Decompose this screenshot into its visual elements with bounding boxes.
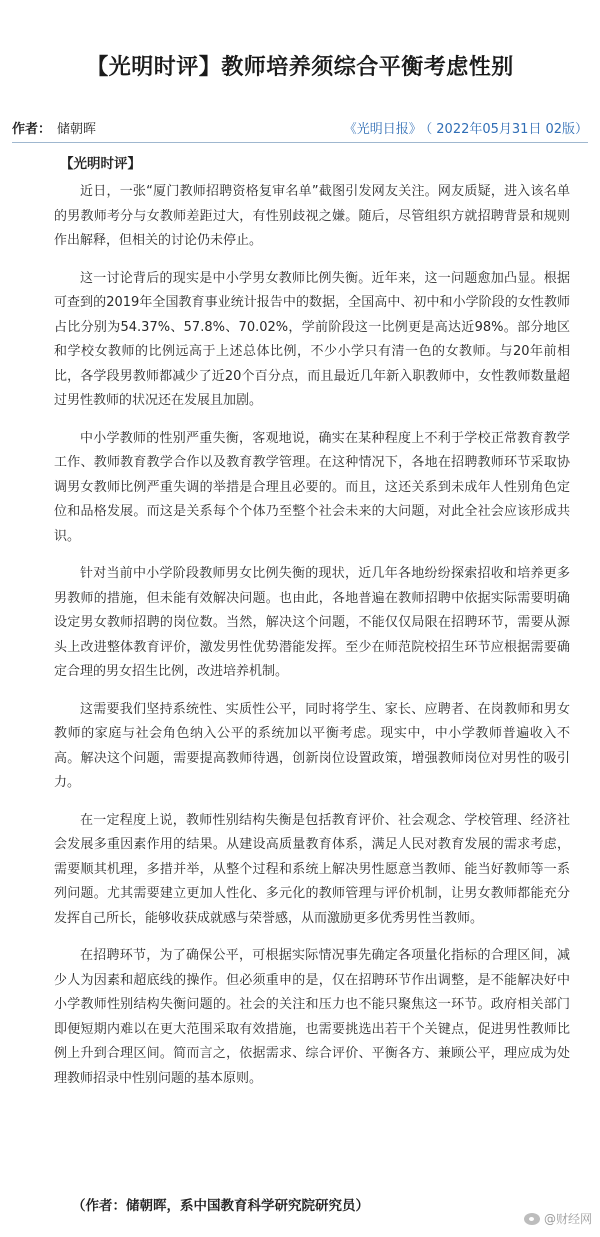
paragraph: 这一讨论背后的现实是中小学男女教师比例失衡。近年来，这一问题愈加凸显。根据可查到的2019年全国教育事业统计报告中的数据，全国高中、初中和小学阶段的女性教师占比分别为54.37%、57.8%、70.02%，学前阶段这一比例更是高达近98%。部分地区和学校女教师的比例远高于上述总体比例，不少小学只有清一色的女教师。与20年前相比，各学段男教师都减少了近20个百分点，而且最近几年新入职教师中，女性教师数量超过男性教师的状况还在发展且加剧。 <box>54 270 570 408</box>
author-label: 作者： <box>12 122 52 137</box>
source-date: 2022年05月31日 <box>436 122 542 137</box>
paragraph: 在招聘环节，为了确保公平，可根据实际情况事先确定各项量化指标的合理区间，减少人为因素和超底线的操作。但必须重申的是，仅在招聘环节作出调整，是不能解决好中小学教师性别结构失衡问题的。社会的关注和压力也不能只聚焦这一环节。政府相关部门即便短期内难以在更大范围采取有效措施，也需要挑选出若干个关键点，促进男性教师比例上升到合理区间。简而言之，依据需求、综合评价、平衡各方、兼顾公平，理应成为处理教师招录中性别问题的基本原则。 <box>54 948 570 1086</box>
article-meta <box>12 112 588 143</box>
source-open: （ <box>425 122 433 137</box>
paragraph: 中小学教师的性别严重失衡，客观地说，确实在某种程度上不利于学校正常教育教学工作、教师教育教学合作以及教育教学管理。在这种情况下，各地在招聘教师环节采取协调男女教师比例严重失调的举措是合理且必要的。而且，这还关系到未成年人性别角色定位和品格发展。而这是关系每个个体乃至整个社会未来的大问题，对此全社会应该形成共识。 <box>54 430 570 544</box>
source-page: 02版） <box>545 122 588 137</box>
article-body <box>54 180 570 1104</box>
paragraph: 在一定程度上说，教师性别结构失衡是包括教育评价、社会观念、学校管理、经济社会发展多重因素作用的结果。从建设高质量教育体系，满足人民对教育发展的需求考虑，需要顺其机理，多措并举，从整个过程和系统上解决男性愿意当教师、能当好教师等一系列问题。尤其需要建立更加人性化、多元化的教师管理与评价机制，让男女教师都能充分发挥自己所长，能够收获成就感与荣誉感，从而激励更多优秀男性当教师。 <box>54 812 570 926</box>
source-line[interactable] <box>340 118 588 137</box>
paragraph: 这需要我们坚持系统性、实质性公平，同时将学生、家长、应聘者、在岗教师和男女教师的家庭与社会角色纳入公平的系统加以平衡考虑。现实中，中小学教师普遍收入不高。解决这个问题，需要提高教师待遇，创新岗位设置政策，增强教师岗位对男性的吸引力。 <box>54 701 570 790</box>
author-line <box>12 118 96 137</box>
source-paper[interactable]: 《光明日报》 <box>343 122 422 137</box>
weibo-icon <box>524 1213 540 1225</box>
column-tag: 【光明时评】 <box>60 156 141 172</box>
paragraph: 针对当前中小学阶段教师男女比例失衡的现状，近几年各地纷纷探索招收和培养更多男教师的措施，但未能有效解决问题。也由此，各地普遍在教师招聘中依据实际需要明确设定男女教师招聘的岗位数。当然，解决这个问题，不能仅仅局限在招聘环节，需要从源头上改进整体教育评价，激发男性优势潜能发挥。至少在师范院校招生环节应根据需要确定合理的男女招生比例，改进培养机制。 <box>54 566 570 679</box>
watermark-text: @财经网 <box>543 1212 592 1226</box>
page-title: 【光明时评】教师培养须综合平衡考虑性别 <box>86 55 514 80</box>
author-signature: （作者：储朝晖，系中国教育科学研究院研究员） <box>72 1198 369 1214</box>
watermark <box>524 1210 592 1227</box>
author-name: 储朝晖 <box>57 122 97 137</box>
paragraph: 近日，一张“厦门教师招聘资格复审名单”截图引发网友关注。网友质疑，进入该名单的男教师考分与女教师差距过大，有性别歧视之嫌。随后，尽管组织方就招聘背景和规则作出解释，但相关的讨论仍未停止。 <box>54 184 570 248</box>
